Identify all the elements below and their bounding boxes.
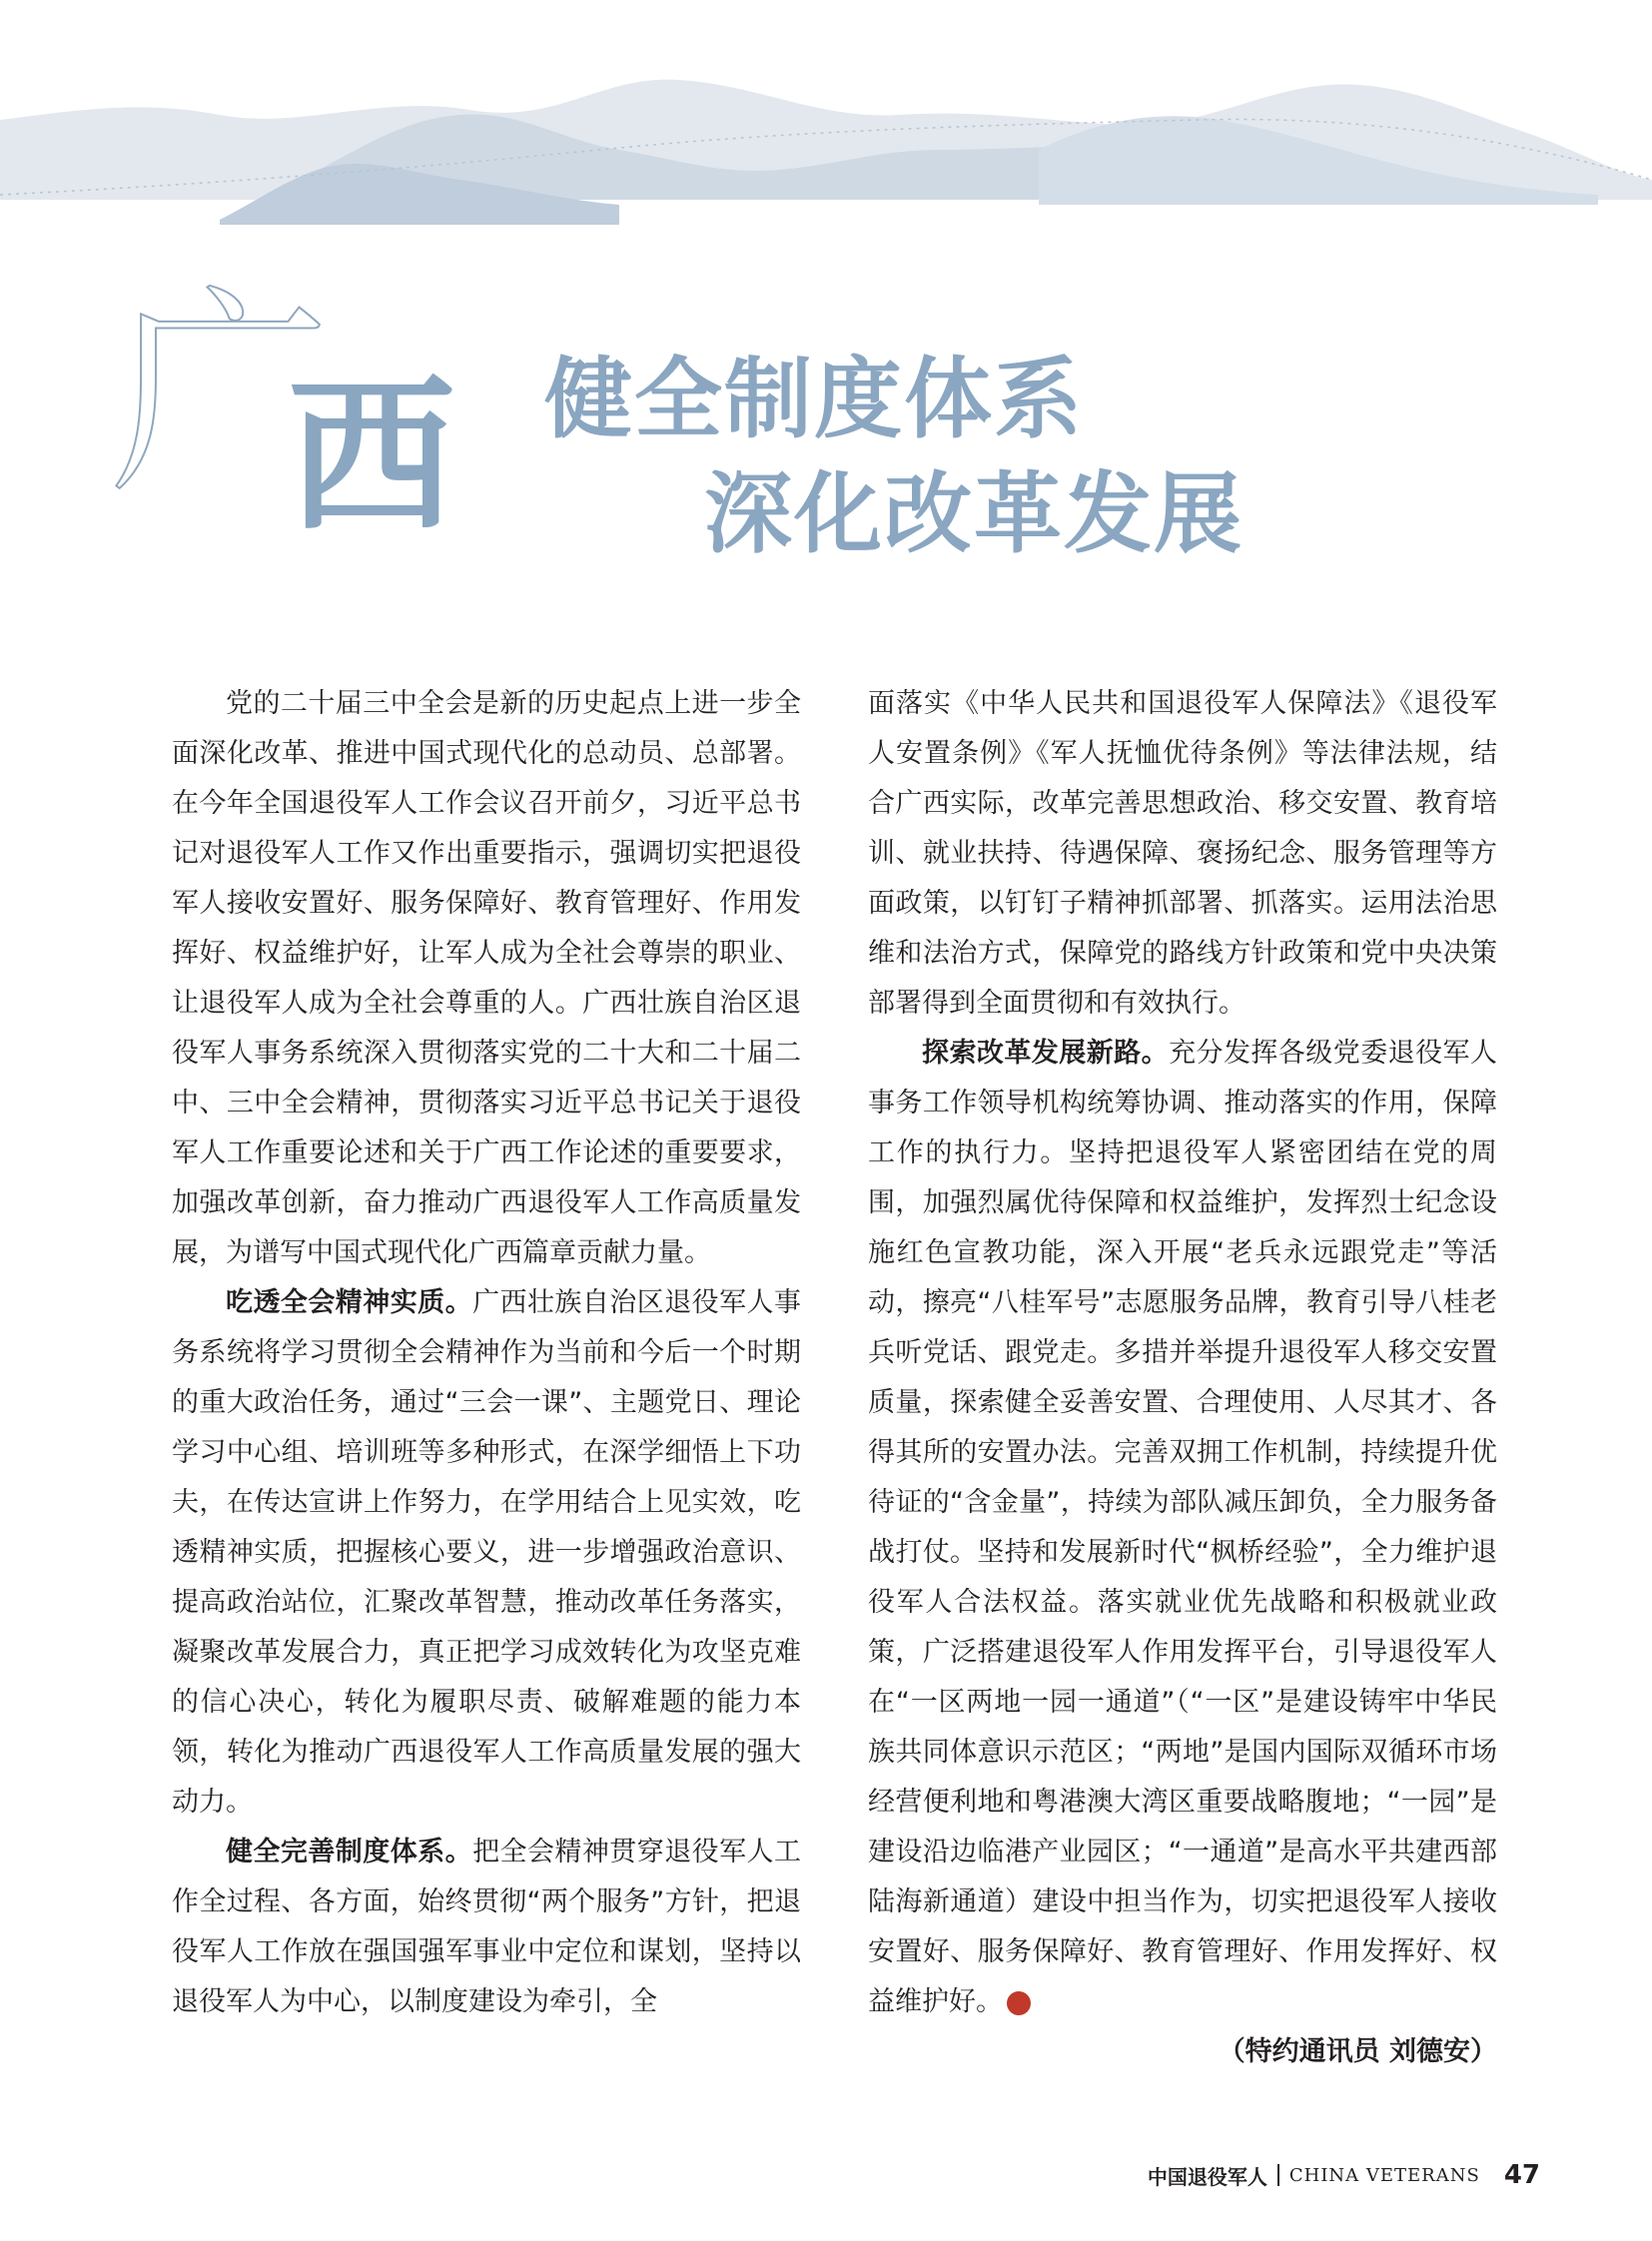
- page-number: 47: [1503, 2160, 1540, 2190]
- mountain-landscape-illustration: [0, 0, 1652, 260]
- section-text-3: 充分发挥各级党委退役军人事务工作领导机构统筹协调、推动落实的作用，保障工作的执行力。坚持把退役军人紧密团结在党的周围，加强烈属优待保障和权益维护，发挥烈士纪念设施红色宣教功能，深入开展“老兵永远跟党走”等活动，擦亮“八桂军号”志愿服务品牌，教育引导八桂老兵听党话、跟党走。多措并举提升退役军人移交安置质量，探索健全妥善安置、合理使用、人尽其才、各得其所的安置办法。完善双拥工作机制，持续提升优待证的“含金量”，持续为部队减压卸负，全力服务备战打仗。坚持和发展新时代“枫桥经验”，全力维护退役军人合法权益。落实就业优先战略和积极就业政策，广泛搭建退役军人作用发挥平台，引导退役军人在“一区两地一园一通道”（“一区”是建设铸牢中华民族共同体意识示范区；“两地”是国内国际双循环市场经营便利地和粤港澳大湾区重要战略腹地；“一园”是建设沿边临港产业园区；“一通道”是高水平共建西部陆海新通道）建设中担当作为，切实把退役军人接收安置好、服务保障好、教育管理好、作用发挥好、权益维护好。: [868, 1038, 1498, 2017]
- section-text-2-start: 把全会精神贯穿退役军人工作全过程、各方面，始终贯彻“两个服务”方针，把退役军人工作放在强国强军事业中定位和谋划，坚持以退役军人为中心，以制度建设为牵引，全: [172, 1837, 802, 2017]
- section-heading-1: 吃透全会精神实质。: [226, 1287, 473, 1318]
- byline: （特约通讯员 刘德安）: [1218, 2036, 1497, 2067]
- headline-line-2: 深化改革发展: [704, 461, 1244, 565]
- paragraph-section-3: [868, 1029, 1497, 2027]
- title-region-char-main: 西: [288, 357, 455, 554]
- paragraph-intro: 党的二十届三中全会是新的历史起点上进一步全面深化改革、推进中国式现代化的总动员、总部署。在今年全国退役军人工作会议召开前夕，习近平总书记对退役军人工作又作出重要指示，强调切实把退役军人接收安置好、服务保障好、教育管理好、作用发挥好、权益维护好，让军人成为全社会尊崇的职业、让退役军人成为全社会尊重的人。广西壮族自治区退役军人事务系统深入贯彻落实党的二十大和二十届二中、三中全会精神，贯彻落实习近平总书记关于退役军人工作重要论述和关于广西工作论述的重要要求，加强改革创新，奋力推动广西退役军人工作高质量发展，为谱写中国式现代化广西篇章贡献力量。: [172, 688, 801, 1268]
- headline-line-1: 健全制度体系: [544, 347, 1085, 450]
- section-heading-3: 探索改革发展新路。: [922, 1038, 1170, 1069]
- footer-divider: [1277, 2164, 1279, 2186]
- paragraph-section-2-cont: 面落实《中华人民共和国退役军人保障法》《退役军人安置条例》《军人抚恤优待条例》等法律法规，结合广西实际，改革完善思想政治、移交安置、教育培训、就业扶持、待遇保障、褒扬纪念、服务管理等方面政策，以钉钉子精神抓部署、抓落实。运用法治思维和法治方式，保障党的路线方针政策和党中央决策部署得到全面贯彻和有效执行。: [868, 688, 1497, 1019]
- footer-magazine-english: CHINA VETERANS: [1288, 2164, 1480, 2186]
- section-text-1: 广西壮族自治区退役军人事务系统将学习贯彻全会精神作为当前和今后一个时期的重大政治任务，通过“三会一课”、主题党日、理论学习中心组、培训班等多种形式，在深学细悟上下功夫，在传达宣讲上作努力，在学用结合上见实效，吃透精神实质，把握核心要义，进一步增强政治意识、提高政治站位，汇聚改革智慧，推动改革任务落实，凝聚改革发展合力，真正把学习成效转化为攻坚克难的信心决心，转化为履职尽责、破解难题的能力本领，转化为推动广西退役军人工作高质量发展的强大动力。: [172, 1287, 802, 1818]
- footer-magazine-name: 中国退役军人: [1147, 2164, 1267, 2189]
- paragraph-section-1: [172, 1278, 801, 1828]
- article-column-right: [868, 679, 1497, 2077]
- article-column-left: [172, 679, 801, 2027]
- title-region-char-outline: 广: [110, 267, 331, 522]
- paragraph-section-2: [172, 1828, 801, 2027]
- section-heading-2: 健全完善制度体系。: [226, 1837, 473, 1868]
- end-mark-icon: V: [1007, 1991, 1031, 2015]
- page-footer: [1148, 2155, 1540, 2195]
